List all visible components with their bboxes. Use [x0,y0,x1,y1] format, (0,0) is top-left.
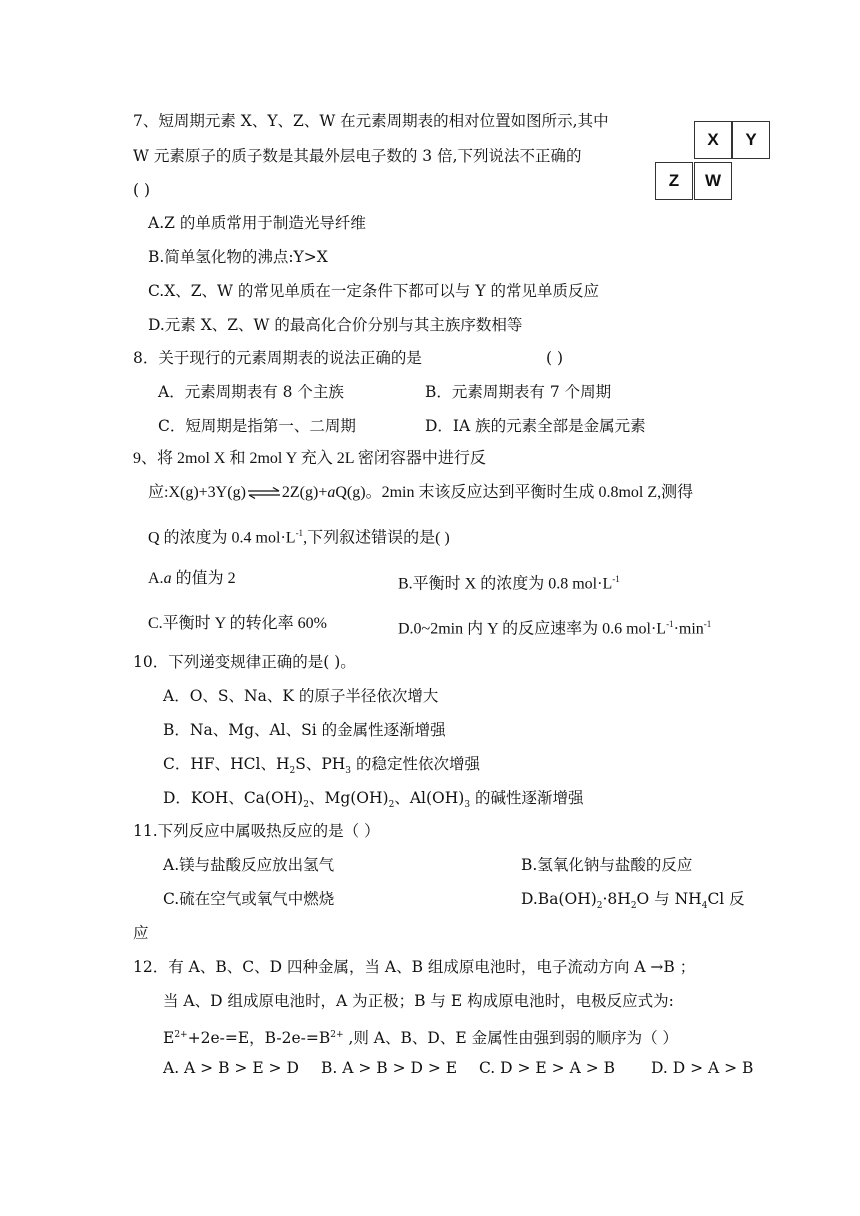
periodic-table-fragment [655,121,775,201]
q7-answer-paren: ( ) [133,181,151,199]
table-cell-x: X [694,121,732,159]
q10-option-c: C．HF、HCl、$H_2S$、$PH_3$ 的稳定性依次增强 [163,755,480,777]
q9-stem-line3: Q 的浓度为 0.4 $mol\cdot L^{-1}$,下列叙述错误的是( ) [148,528,450,547]
q11-stem: 11.下列反应中属吸热反应的是（ ） [133,822,380,840]
q11-option-b: B.氢氧化钠与盐酸的反应 [521,856,693,874]
table-cell-z: Z [655,162,693,200]
q11-option-a: A.镁与盐酸反应放出氢气 [163,856,335,874]
q9-coefficient-a: a [327,484,336,501]
q8-stem: 8．关于现行的元素周期表的说法正确的是 [133,349,422,367]
q9-option-c: C.平衡时 Y 的转化率 60% [148,615,327,632]
q11-option-d-wrap: 应 [133,924,149,942]
q8-option-b: B．元素周期表有 7 个周期 [425,383,612,401]
q9-stem-continuation: Q(g)。2min 末该反应达到平衡时生成 0.8mol Z,测得 [335,484,694,501]
q7-option-a: A.Z 的单质常用于制造光导纤维 [148,214,366,232]
q7-stem-line1: 7、短周期元素 X、Y、Z、W 在元素周期表的相对位置如图所示,其中 [133,112,609,130]
q8-option-a: A．元素周期表有 8 个主族 [158,383,344,401]
q10-option-a: A．O、S、Na、K 的原子半径依次增大 [163,687,439,705]
table-cell-y: Y [732,121,770,159]
q12-stem-line3: $E^{2+}+2e-=E$，$B-2e-=B^{2+}$ ,则 A、B、D、E 金属性由强到弱的顺序为（ ） [163,1029,678,1048]
q9-equation-left: 应:X(g)+3Y(g) [148,484,246,501]
q7-option-b: B.简单氢化物的沸点:Y>X [148,248,328,266]
q9-option-b: B.平衡时 X 的浓度为 0.8 $mol\cdot L^{-1}$ [398,574,620,593]
q11-option-c: C.硫在空气或氧气中燃烧 [163,890,335,908]
q9-option-a: A.a 的值为 2 [148,570,236,587]
q12-option-b: B. A > B > D > E [321,1059,458,1077]
q10-option-d: D．KOH、$Ca(OH)_2$、$Mg(OH)_2$、$Al(OH)_3$ 的碱性逐渐增强 [163,789,584,811]
q11-option-d: $D.Ba(OH)_2\cdot 8H_2O$ 与 $NH_4Cl$ 反 [521,890,745,912]
q9-stem-line2 [148,483,693,503]
table-cell-w: W [694,162,732,200]
q10-option-b: B．Na、Mg、Al、Si 的金属性逐渐增强 [163,721,446,739]
q8-answer-paren: ( ) [546,349,564,367]
q7-option-c: C.X、Z、W 的常见单质在一定条件下都可以与 Y 的常见单质反应 [148,282,599,300]
q7-option-d: D.元素 X、Z、W 的最高化合价分别与其主族序数相等 [148,316,523,334]
q12-option-a: A. A > B > E > D [163,1059,299,1077]
q9-stem-line1: 9、将 2mol X 和 2mol Y 充入 2L 密闭容器中进行反 [133,450,486,467]
q9-option-d: D.0~2min 内 Y 的反应速率为 0.6 $mol\cdot L^{-1}\cdot\min^{-1}$ [398,619,712,638]
q12-stem-line1: 12．有 A、B、C、D 四种金属，当 A、B 组成原电池时，电子流动方向 A →B ； [133,958,696,976]
q12-option-c: C. D > E > A > B [479,1059,616,1077]
q9-equation-right: 2Z(g)+ [281,484,328,501]
q7-stem-line2: W 元素原子的质子数是其最外层电子数的 3 倍,下列说法不正确的 [133,147,582,165]
q12-stem-line2: 当 A、D 组成原电池时，A 为正极；B 与 E 构成原电池时，电极反应式为: [163,992,674,1010]
equilibrium-arrow-icon [247,487,281,499]
q8-option-d: D．IA 族的元素全部是金属元素 [425,417,646,435]
q10-stem: 10．下列递变规律正确的是( )。 [133,653,356,671]
q12-option-d: D. D > A > B [651,1059,754,1077]
q8-option-c: C．短周期是指第一、二周期 [158,417,356,435]
